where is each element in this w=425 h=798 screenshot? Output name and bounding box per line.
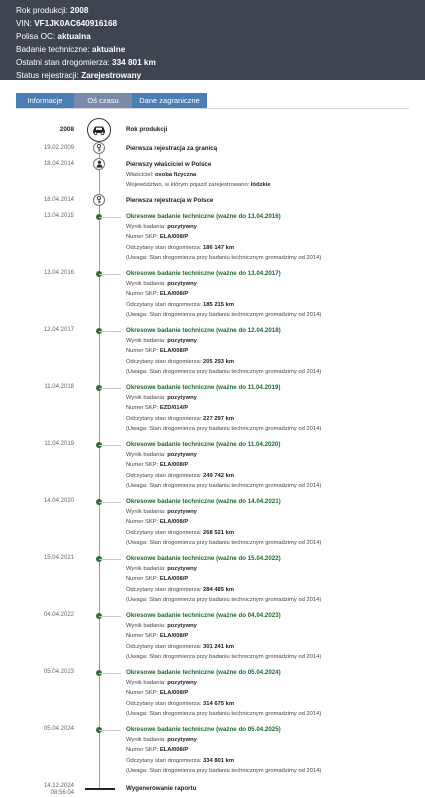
- event-title: Pierwsza rejestracja za granicą: [126, 145, 218, 152]
- inspection-odometer: Odczytany stan drogomierza: 301 241 km: [126, 644, 234, 650]
- tab-dane-zagraniczne[interactable]: Dane zagraniczne: [132, 93, 207, 108]
- owner-detail: Właściciel: osoba fizyczna: [126, 172, 197, 178]
- inspection-result: Wynik badania: pozytywny: [126, 680, 197, 686]
- inspection-result: Wynik badania: pozytywny: [126, 338, 197, 344]
- inspection-title: Okresowe badanie techniczne (ważne do 13.04.2016): [126, 213, 281, 220]
- inspection-title: Okresowe badanie techniczne (ważne do 05.04.2024): [126, 669, 281, 676]
- event-title: Pierwszy właściciel w Polsce: [126, 161, 212, 168]
- inspection-note: (Uwaga: Stan drogomierza przy badaniu technicznym gromadzimy od 2014): [126, 597, 322, 603]
- timeline-connector: [99, 388, 121, 389]
- summary-row-production-year: Rok produkcji: 2008: [16, 6, 89, 15]
- inspection-odometer: Odczytany stan drogomierza: 227 297 km: [126, 416, 234, 422]
- inspection-note: (Uwaga: Stan drogomierza przy badaniu technicznym gromadzimy od 2014): [126, 483, 322, 489]
- inspection-skp: Numer SKP: ELA/008/P: [126, 747, 189, 753]
- inspection-skp: Numer SKP: ELA/008/P: [126, 462, 189, 468]
- inspection-note: (Uwaga: Stan drogomierza przy badaniu technicznym gromadzimy od 2014): [126, 654, 322, 660]
- inspection-result: Wynik badania: pozytywny: [126, 737, 197, 743]
- timeline-connector: [99, 616, 121, 617]
- inspection-result: Wynik badania: pozytywny: [126, 509, 197, 515]
- timeline-end-marker: [85, 788, 115, 790]
- inspection-odometer: Odczytany stan drogomierza: 249 742 km: [126, 473, 234, 479]
- timeline-connector: [99, 559, 121, 560]
- event-date: 14.04.2020: [43, 498, 74, 504]
- inspection-note: (Uwaga: Stan drogomierza przy badaniu technicznym gromadzimy od 2014): [126, 312, 322, 318]
- event-date: 11.04.2019: [44, 441, 74, 447]
- inspection-note: (Uwaga: Stan drogomierza przy badaniu technicznym gromadzimy od 2014): [126, 255, 322, 261]
- summary-row-registration-status: Status rejestracji: Zarejestrowany: [16, 71, 142, 80]
- inspection-title: Okresowe badanie techniczne (ważne do 13.04.2017): [126, 270, 281, 277]
- timeline-connector: [99, 502, 121, 503]
- vehicle-summary-header: [0, 0, 425, 80]
- inspection-entry: [0, 213, 425, 270]
- inspection-note: (Uwaga: Stan drogomierza przy badaniu technicznym gromadzimy od 2014): [126, 711, 322, 717]
- inspection-skp: Numer SKP: ELA/008/P: [126, 690, 189, 696]
- event-date: 13.04.2016: [43, 270, 74, 276]
- inspection-note: (Uwaga: Stan drogomierza przy badaniu technicznym gromadzimy od 2014): [126, 768, 322, 774]
- inspection-title: Okresowe badanie techniczne (ważne do 11.04.2020): [126, 441, 281, 448]
- inspection-result: Wynik badania: pozytywny: [126, 395, 197, 401]
- event-title: Rok produkcji: [126, 126, 168, 133]
- inspection-entry: [0, 555, 425, 612]
- inspection-entry: [0, 270, 425, 327]
- inspection-skp: Numer SKP: ELA/008/P: [126, 348, 189, 354]
- key-icon: [93, 142, 105, 154]
- summary-row-insurance: Polisa OC: aktualna: [16, 32, 91, 41]
- inspection-entry: [0, 612, 425, 669]
- car-icon: [87, 118, 111, 142]
- event-date: 15.04.2021: [43, 555, 74, 561]
- inspection-title: Okresowe badanie techniczne (ważne do 15.04.2022): [126, 555, 281, 562]
- summary-row-odometer: Ostatni stan drogomierza: 334 801 km: [16, 58, 156, 67]
- inspection-title: Okresowe badanie techniczne (ważne do 12.04.2018): [126, 327, 281, 334]
- inspection-title: Okresowe badanie techniczne (ważne do 14.04.2021): [126, 498, 281, 505]
- inspection-title: Okresowe badanie techniczne (ważne do 05.04.2025): [126, 726, 281, 733]
- timeline-connector: [99, 274, 121, 275]
- tab-bar: [16, 93, 207, 108]
- inspection-note: (Uwaga: Stan drogomierza przy badaniu technicznym gromadzimy od 2014): [126, 369, 322, 375]
- report-datetime: 14.12.2024 08:56:04: [43, 783, 74, 796]
- person-icon: [93, 158, 105, 170]
- inspection-note: (Uwaga: Stan drogomierza przy badaniu technicznym gromadzimy od 2014): [126, 426, 322, 432]
- inspection-result: Wynik badania: pozytywny: [126, 224, 197, 230]
- tab-os-czasu[interactable]: Oś czasu: [74, 93, 132, 108]
- event-date: 12.04.2017: [43, 327, 74, 333]
- event-date: 2008: [59, 126, 74, 133]
- report-title: Wygenerowanie raportu: [126, 785, 197, 792]
- inspection-entry: [0, 384, 425, 441]
- timeline-connector: [99, 217, 121, 218]
- inspection-note: (Uwaga: Stan drogomierza przy badaniu technicznym gromadzimy od 2014): [126, 540, 322, 546]
- timeline-connector: [99, 331, 121, 332]
- inspection-odometer: Odczytany stan drogomierza: 268 521 km: [126, 530, 234, 536]
- inspection-odometer: Odczytany stan drogomierza: 314 675 km: [126, 701, 234, 707]
- tab-underline: [16, 108, 409, 109]
- event-date: 18.04.2014: [43, 161, 74, 167]
- summary-row-inspection: Badanie techniczne: aktualne: [16, 45, 126, 54]
- inspection-entry: [0, 726, 425, 783]
- timeline-connector: [99, 730, 121, 731]
- inspection-entry: [0, 669, 425, 726]
- event-date: 19.02.2009: [43, 145, 74, 151]
- inspection-result: Wynik badania: pozytywny: [126, 281, 197, 287]
- tab-informacje[interactable]: Informacje: [16, 93, 74, 108]
- timeline-connector: [99, 445, 121, 446]
- inspection-result: Wynik badania: pozytywny: [126, 566, 197, 572]
- event-date: 11.04.2018: [44, 384, 74, 390]
- event-title: Pierwsza rejestracja w Polsce: [126, 197, 214, 204]
- inspection-skp: Numer SKP: ELA/008/P: [126, 633, 189, 639]
- inspection-odometer: Odczytany stan drogomierza: 185 215 km: [126, 302, 234, 308]
- inspection-skp: Numer SKP: ELA/008/P: [126, 519, 189, 525]
- event-date: 18.04.2014: [43, 197, 74, 203]
- inspection-title: Okresowe badanie techniczne (ważne do 04.04.2023): [126, 612, 281, 619]
- inspection-entry: [0, 441, 425, 498]
- inspection-title: Okresowe badanie techniczne (ważne do 11.04.2019): [126, 384, 281, 391]
- inspection-result: Wynik badania: pozytywny: [126, 452, 197, 458]
- inspection-skp: Numer SKP: ELA/008/P: [126, 234, 189, 240]
- event-date: 04.04.2022: [43, 612, 74, 618]
- inspection-skp: Numer SKP: ELA/008/P: [126, 291, 189, 297]
- event-date: 13.04.2015: [43, 213, 74, 219]
- inspection-entry: [0, 327, 425, 384]
- inspection-skp: Numer SKP: ELA/008/P: [126, 576, 189, 582]
- summary-row-vin: VIN: VF1JK0AC640916168: [16, 19, 118, 28]
- event-date: 05.04.2024: [43, 726, 74, 732]
- inspection-entry: [0, 498, 425, 555]
- inspection-result: Wynik badania: pozytywny: [126, 623, 197, 629]
- inspection-odometer: Odczytany stan drogomierza: 334 801 km: [126, 758, 234, 764]
- timeline-connector: [99, 673, 121, 674]
- inspection-skp: Numer SKP: EZD/014/P: [126, 405, 189, 411]
- event-date: 05.04.2023: [43, 669, 74, 675]
- inspection-odometer: Odczytany stan drogomierza: 205 293 km: [126, 359, 234, 365]
- inspection-odometer: Odczytany stan drogomierza: 186 147 km: [126, 245, 234, 251]
- key-icon: [93, 194, 105, 206]
- voivodeship-detail: Województwo, w którym pojazd zarejestrowano: łódzkie: [126, 182, 271, 188]
- inspection-odometer: Odczytany stan drogomierza: 284 485 km: [126, 587, 234, 593]
